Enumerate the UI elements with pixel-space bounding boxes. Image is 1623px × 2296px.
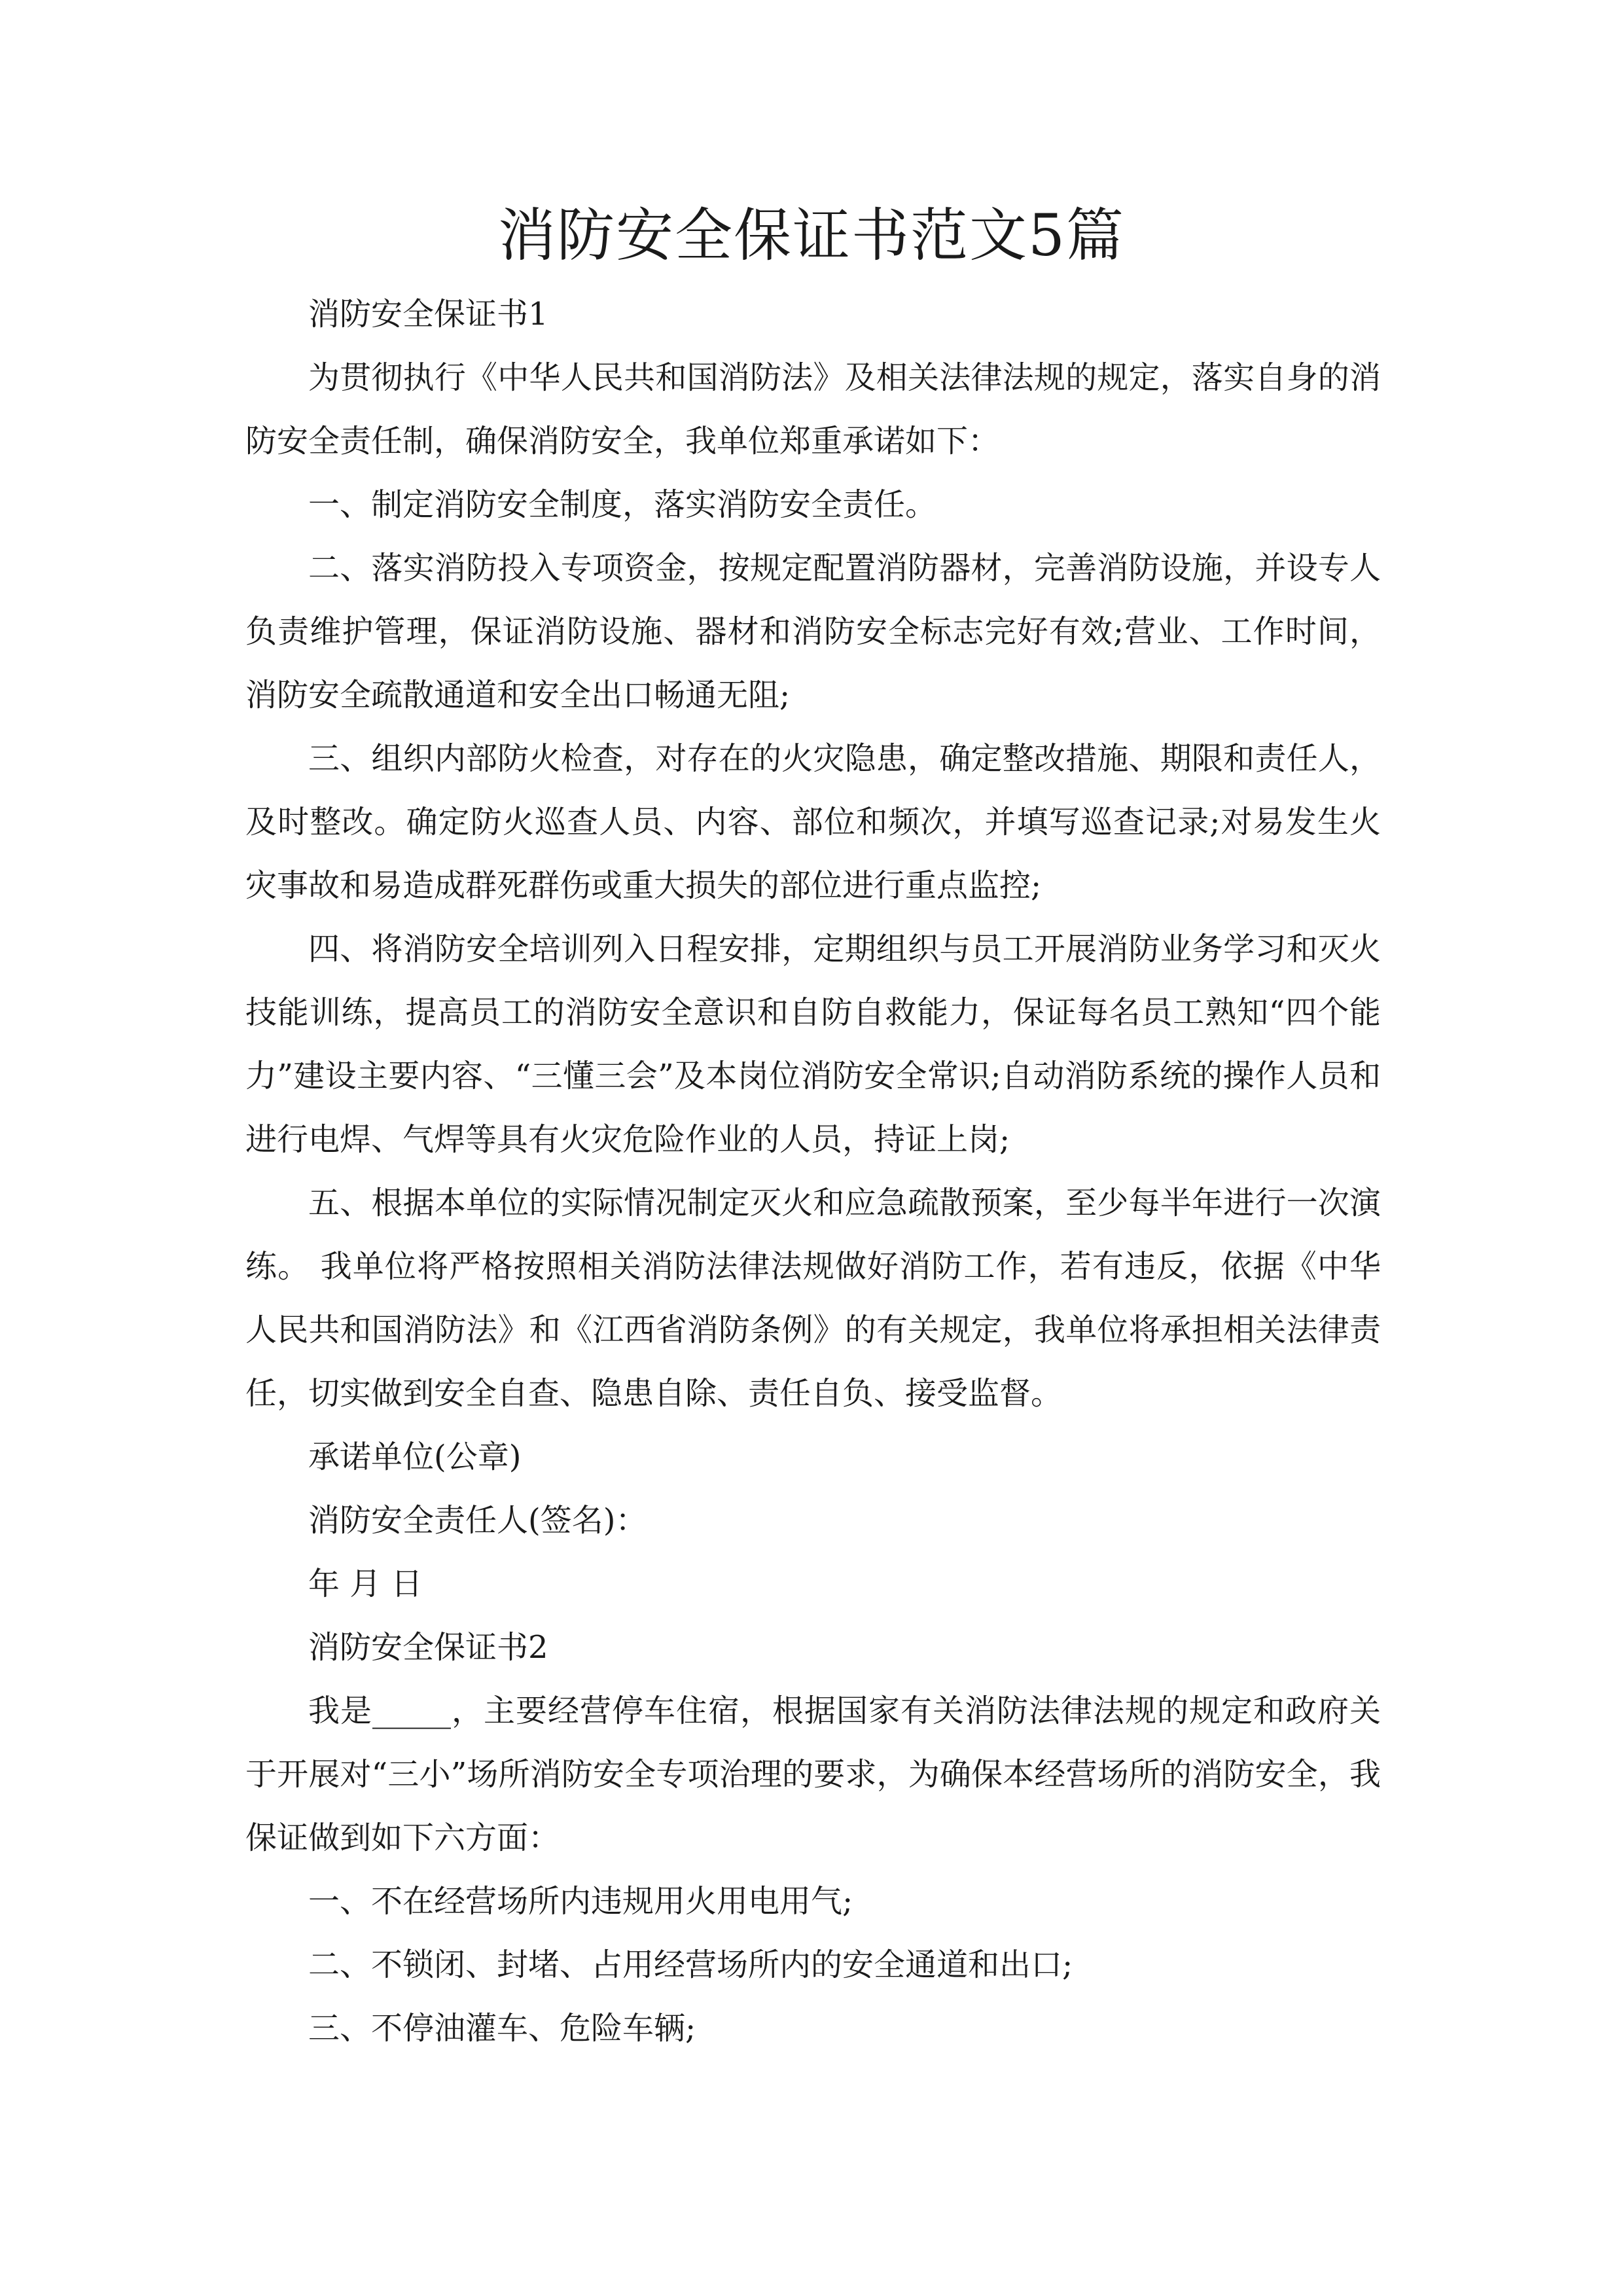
paragraph-item-2: 二、落实消防投入专项资金，按规定配置消防器材，完善消防设施，并设专人负责维护管理，保证消防设施、器材和消防安全标志完好有效;营业、工作时间，消防安全疏散通道和安全出口畅通无阻; [245,550,1381,713]
paragraph-item-4: 四、将消防安全培训列入日程安排，定期组织与员工开展消防业务学习和灭火技能训练，提高员工的消防安全意识和自防自救能力，保证每名员工熟知“四个能力”建设主要内容、“三懂三会”及本岗位消防安全常识;自动消防系统的操作人员和进行电焊、气焊等具有火灾危险作业的人员，持证上岗; [245,931,1381,1158]
paragraph-item-2-1: 一、不在经营场所内违规用火用电用气; [308,1883,853,1920]
signature-date: 年 月 日 [308,1566,423,1602]
paragraph-item-3: 三、组织内部防火检查，对存在的火灾隐患，确定整改措施、期限和责任人，及时整改。确定防火巡查人员、内容、部位和频次，并填写巡查记录;对易发生火灾事故和易造成群死群伤或重大损失的部位进行重点监控; [245,740,1381,904]
paragraph-item-5: 五、根据本单位的实际情况制定灭火和应急疏散预案，至少每半年进行一次演练。 我单位将严格按照相关消防法律法规做好消防工作，若有违反，依据《中华人民共和国消防法》和《江西省消防条例》的有关规定，我单位将承担相关法律责任，切实做到安全自查、隐患自除、责任自负、接受监督。 [245,1185,1381,1412]
section-heading-2: 消防安全保证书2 [308,1629,548,1666]
document-body [245,283,1381,2060]
signature-unit: 承诺单位(公章) [308,1439,522,1475]
signature-person: 消防安全责任人(签名)： [308,1502,647,1539]
document-title: 消防安全保证书范文5篇 [498,202,1125,269]
paragraph-intro-2: 我是_____，主要经营停车住宿，根据国家有关消防法律法规的规定和政府关于开展对“三小”场所消防安全专项治理的要求，为确保本经营场所的消防安全，我保证做到如下六方面： [245,1693,1381,1856]
paragraph-item-2-2: 二、不锁闭、封堵、占用经营场所内的安全通道和出口; [308,1946,1073,1983]
section-heading-1: 消防安全保证书1 [308,296,548,332]
paragraph-item-1: 一、制定消防安全制度，落实消防安全责任。 [308,486,937,523]
paragraph-item-2-3: 三、不停油灌车、危险车辆; [308,2010,696,2047]
paragraph-intro-1: 为贯彻执行《中华人民共和国消防法》及相关法律法规的规定，落实自身的消防安全责任制，确保消防安全，我单位郑重承诺如下： [245,359,1381,459]
